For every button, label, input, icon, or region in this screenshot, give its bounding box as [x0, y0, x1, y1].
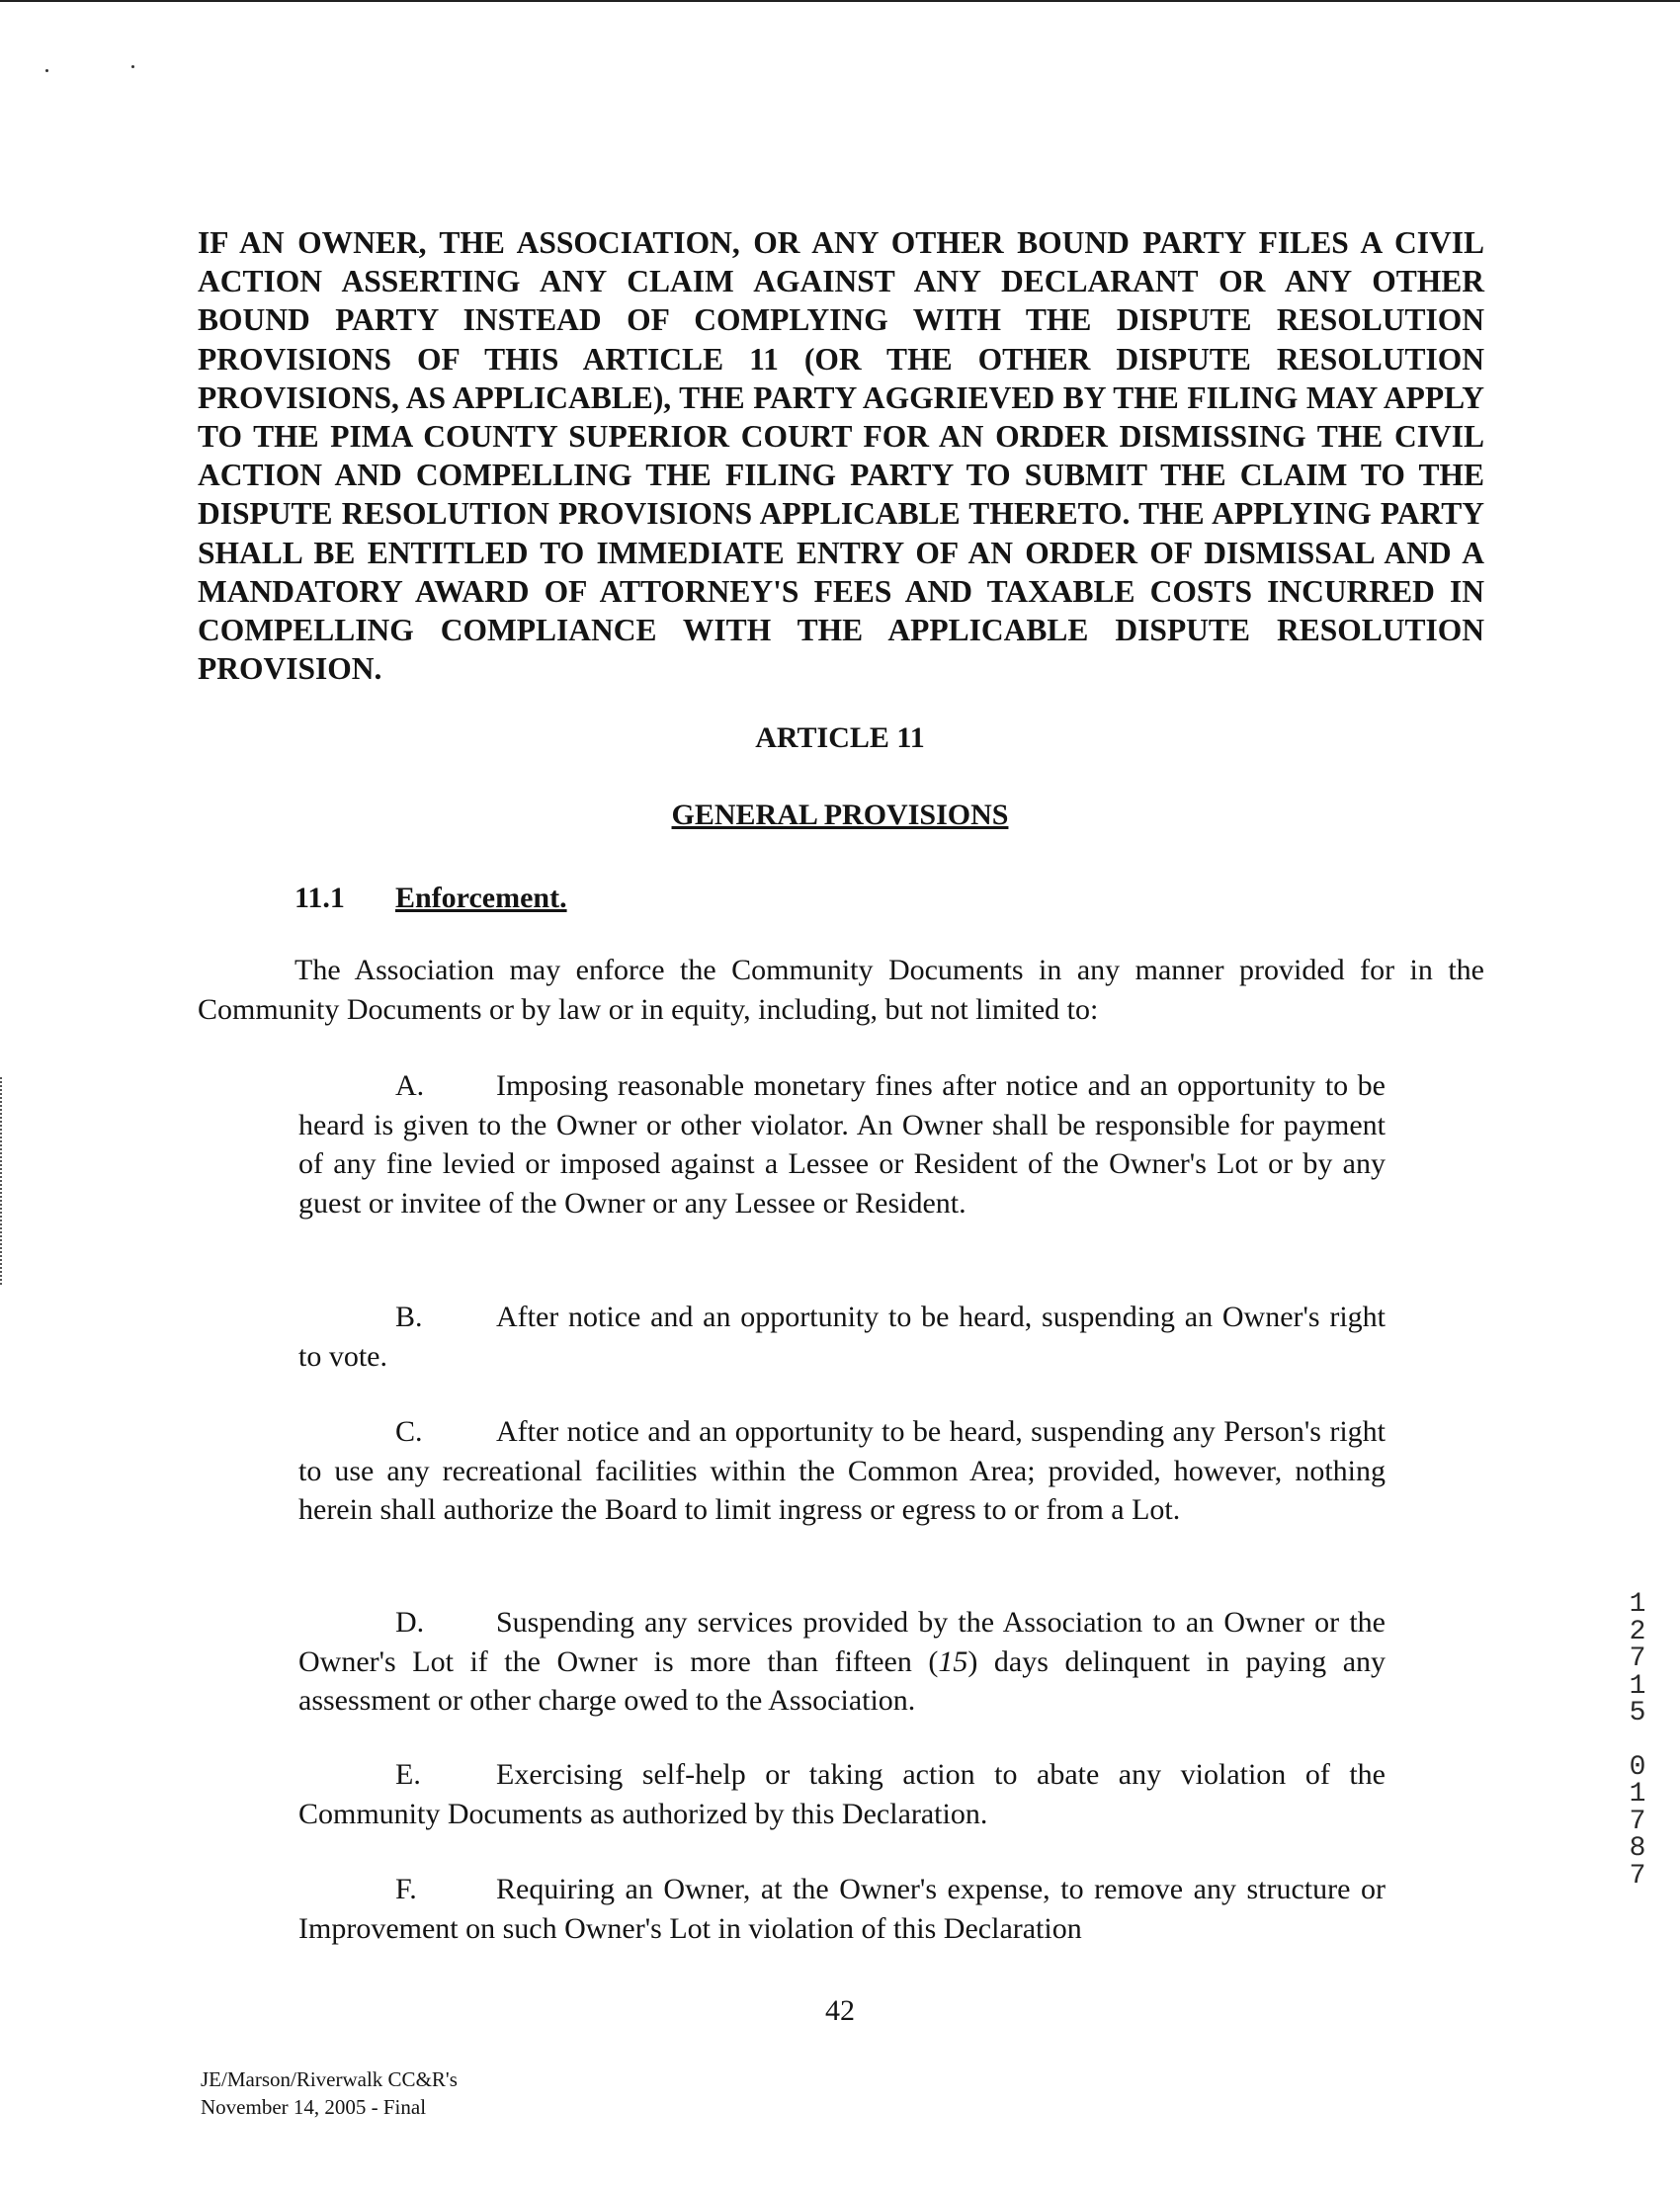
item-text-part: ) days delinquent in paying any assessment or other charge owed to the Association.: [298, 1644, 1386, 1717]
stamp-digit: 5: [1629, 1698, 1646, 1728]
item-text-part: Suspending any services provided by the Association to an Owner or the Owner's Lot if the Owner is more than fifteen (: [298, 1606, 1386, 1678]
list-item-b: [298, 1298, 1386, 1376]
recording-stamp: [1621, 1591, 1654, 1890]
item-letter: D.: [395, 1606, 425, 1639]
scan-speck: [131, 65, 134, 68]
article-number: ARTICLE 11: [755, 721, 925, 754]
article-title: GENERAL PROVISIONS: [671, 799, 1009, 831]
dispute-resolution-paragraph: IF AN OWNER, THE ASSOCIATION, OR ANY OTHER BOUND PARTY FILES A CIVIL ACTION ASSERTING ANY CLAIM AGAINST ANY DECLARANT OR ANY OTHER BOUND PARTY INSTEAD OF COMPLYING WITH THE DISPUTE RESOLUTION PROVISIONS OF THIS ARTICLE 11 (OR THE OTHER DISPUTE RESOLUTION PROVISIONS, AS APPLICABLE), THE PARTY AGGRIEVED BY THE FILING MAY APPLY TO THE PIMA COUNTY SUPERIOR COURT FOR AN ORDER DISMISSING THE CIVIL ACTION AND COMPELLING THE FILING PARTY TO SUBMIT THE CLAIM TO THE DISPUTE RESOLUTION PROVISIONS APPLICABLE THERETO. THE APPLYING PARTY SHALL BE ENTITLED TO IMMEDIATE ENTRY OF AN ORDER OF DISMISSAL AND A MANDATORY AWARD OF ATTORNEY'S FEES AND TAXABLE COSTS INCURRED IN COMPELLING COMPLIANCE WITH THE APPLICABLE DISPUTE RESOLUTION PROVISION.: [198, 225, 1484, 687]
list-item-c: [298, 1412, 1386, 1530]
list-item-d: [298, 1603, 1386, 1721]
stamp-digit: 1: [1629, 1779, 1646, 1810]
list-item-f: [298, 1870, 1386, 1948]
list-item-e: [298, 1755, 1386, 1833]
item-letter: A.: [395, 1069, 425, 1102]
section-number: 11.1: [294, 882, 345, 914]
item-text: Exercising self-help or taking action to abate any violation of the Community Documents as authorized by this Declaration.: [298, 1758, 1386, 1830]
item-letter: C.: [395, 1415, 423, 1448]
item-text: Requiring an Owner, at the Owner's expense, to remove any structure or Improvement on such Owner's Lot in violation of this Declaration: [298, 1873, 1386, 1945]
scan-speck: [45, 69, 48, 72]
item-text: After notice and an opportunity to be heard, suspending an Owner's right to vote.: [298, 1301, 1386, 1373]
item-letter: B.: [395, 1301, 423, 1333]
stamp-digit: 1: [1629, 1670, 1646, 1702]
stamp-digit: 7: [1629, 1806, 1646, 1837]
footer-date: November 14, 2005 - Final: [201, 2095, 427, 2119]
intro-paragraph: The Association may enforce the Community Documents in any manner provided for in the Community Documents or by law or in equity, including, but not limited to:: [198, 954, 1484, 1026]
item-text: Imposing reasonable monetary fines after notice and an opportunity to be heard is given to the Owner or other violator. An Owner shall be responsible for payment of any fine levied or imposed against a Lessee or Resident of the Owner's Lot or by any guest or invitee of the Owner or any Lessee or Resident.: [298, 1069, 1386, 1220]
stamp-digit: 7: [1629, 1643, 1646, 1674]
page-number: 42: [825, 1994, 855, 2027]
scan-edge-marks: [0, 1077, 5, 1285]
top-edge-rule: [0, 0, 1680, 2]
stamp-digit: 7: [1629, 1860, 1646, 1892]
stamp-digit: 0: [1629, 1751, 1646, 1783]
stamp-digit: 8: [1629, 1833, 1646, 1864]
item-text-italic: 15: [938, 1644, 968, 1678]
item-letter: F.: [395, 1873, 417, 1905]
document-footer: [201, 2065, 458, 2121]
stamp-digit: 2: [1629, 1616, 1646, 1647]
item-text: After notice and an opportunity to be heard, suspending any Person's right to use any recreational facilities within the Common Area; provided, however, nothing herein shall authorize the Board to limit ingress or egress to or from a Lot.: [298, 1415, 1386, 1526]
section-heading: [294, 882, 567, 915]
list-item-a: [298, 1066, 1386, 1222]
stamp-gap: [1621, 1727, 1654, 1754]
section-title: Enforcement.: [395, 882, 567, 914]
footer-file-reference: JE/Marson/Riverwalk CC&R's: [201, 2067, 458, 2091]
item-letter: E.: [395, 1758, 421, 1791]
stamp-digit: 1: [1629, 1589, 1646, 1620]
